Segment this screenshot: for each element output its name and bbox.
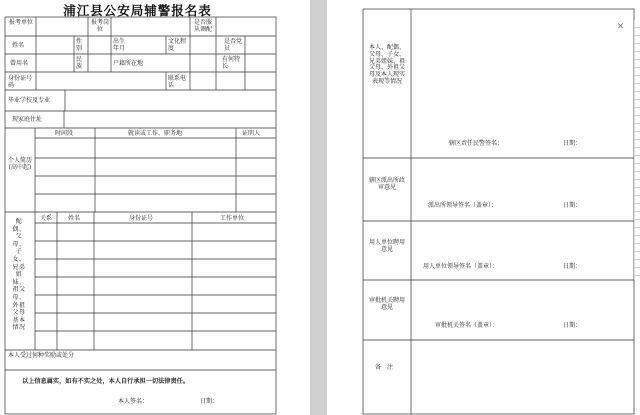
label-accept-transfer: 是否服从调配 xyxy=(193,19,212,33)
label-phone: 联系电话 xyxy=(168,75,187,89)
label-study-work: 就读或工作、职务地 xyxy=(128,130,183,137)
side-ruler xyxy=(634,20,640,280)
label-approval-sign: 审批机关签名（盖章）： xyxy=(435,322,499,329)
label-apply-post: 报考岗位 xyxy=(90,19,109,33)
form-page-2 xyxy=(327,0,640,415)
label-education: 文化程度 xyxy=(168,38,187,52)
declaration-text: 以上信息属实，如有不实之处，本人自行承担一切法律责任。 xyxy=(22,378,190,385)
page-gap xyxy=(310,0,327,415)
label-address: 现家庭住址 xyxy=(12,116,43,123)
label-id-number: 身份证号码 xyxy=(8,75,33,89)
label-resume: 个人简历(高中起) xyxy=(7,157,32,171)
label-birth: 出生年月 xyxy=(113,38,126,52)
label-witness: 证明人 xyxy=(242,130,261,137)
label-remark: 备 注 xyxy=(375,364,394,371)
label-approval-opinion: 审批机关聘用意见 xyxy=(368,297,405,311)
label-family: 配偶、父母、子女、兄弟姐妹、祖父母、外祖父母基本情况 xyxy=(12,218,26,332)
label-gender: 性别 xyxy=(76,38,83,52)
label-family-background: 本人、配偶、父母、子女、兄弟姐妹、祖父母、外祖父母及本人现实表现等情况 xyxy=(368,44,405,85)
label-station-sign: 派出所领导签名（盖章）： xyxy=(428,202,498,209)
label-former-name: 曾用名 xyxy=(10,60,29,67)
label-punish: 本人受过何种奖励或处分 xyxy=(8,352,75,359)
label-employer-sign: 用人单位领导签名（盖章）： xyxy=(423,263,499,270)
label-employer-opinion: 用人单位聘用意见 xyxy=(368,239,405,253)
label-police-sign: 辖区责任民警签名： xyxy=(449,140,504,147)
form-page-1 xyxy=(0,0,310,415)
label-date-left: 日期： xyxy=(200,398,219,405)
label-school-major: 毕业学校及专业 xyxy=(8,97,51,104)
label-apply-unit: 报考单位 xyxy=(8,19,33,26)
label-ethnicity: 民族 xyxy=(76,56,83,70)
label-party: 是否党员 xyxy=(224,38,243,52)
label-sign-self: 本人签名： xyxy=(118,398,149,405)
label-work-unit: 工作单位 xyxy=(220,215,245,222)
label-member-name: 姓名 xyxy=(68,215,81,222)
label-hukou: 户籍所在地 xyxy=(113,60,144,67)
label-time: 时间段 xyxy=(55,130,74,137)
label-name: 姓名 xyxy=(12,42,25,49)
label-date-employer: 日期： xyxy=(563,263,582,270)
label-station-opinion: 辖区派出所政审意见 xyxy=(368,177,405,191)
label-relation: 关系 xyxy=(40,215,53,222)
form-title: 浦江县公安局辅警报名表 xyxy=(63,3,212,18)
close-icon[interactable]: ✕ xyxy=(616,22,625,32)
label-member-id: 身份证号 xyxy=(129,215,154,222)
label-date-station: 日期： xyxy=(563,202,582,209)
label-specialty: 有何特长 xyxy=(222,56,241,70)
label-date-police: 日期： xyxy=(563,140,582,147)
label-date-approval: 日期： xyxy=(563,322,582,329)
